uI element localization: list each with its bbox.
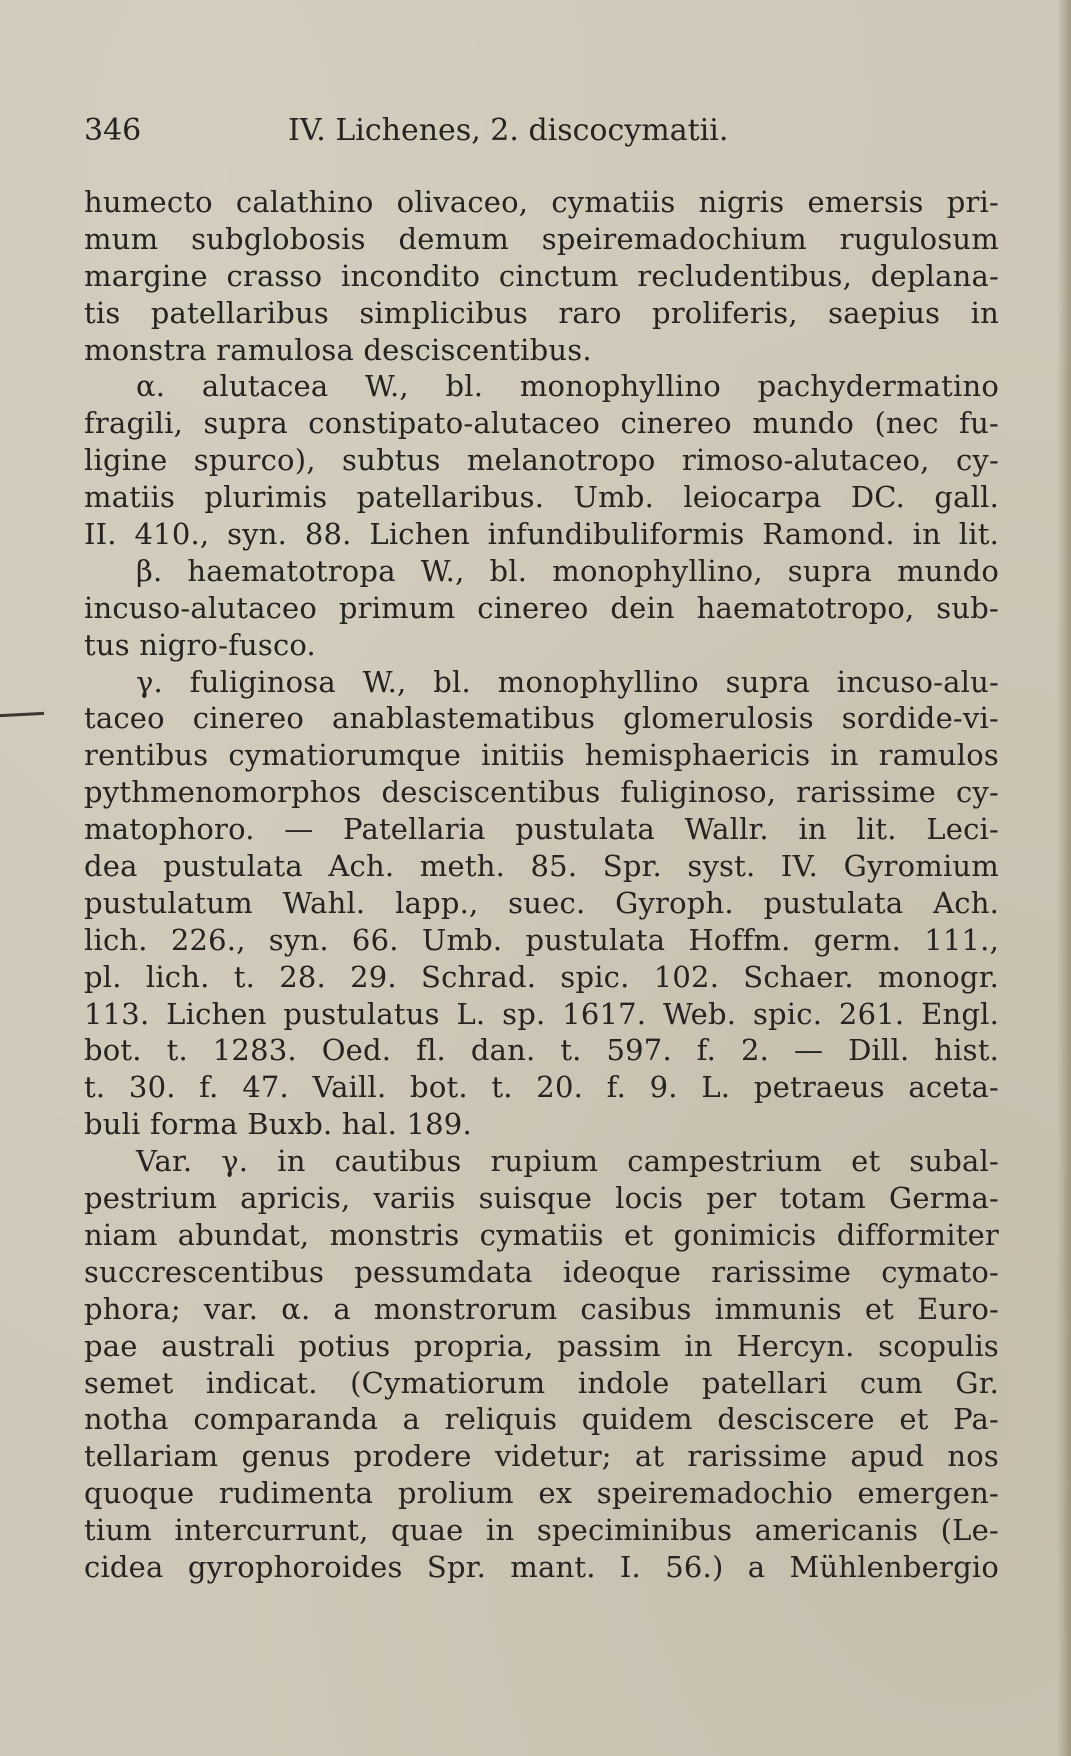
text-line: mum subglobosis demum speiremadochium rugulosum: [84, 221, 999, 256]
text-line: t. 30. f. 47. Vaill. bot. t. 20. f. 9. L. petraeus aceta-: [84, 1070, 999, 1105]
text-line: buli forma Buxb. hal. 189.: [84, 1107, 472, 1142]
book-page: [84, 108, 999, 1586]
text-line: notha comparanda a reliquis quidem desciscere et Pa-: [84, 1402, 999, 1437]
text-line: pl. lich. t. 28. 29. Schrad. spic. 102. Schaer. monogr.: [84, 959, 999, 994]
text-line: rentibus cymatiorumque initiis hemisphaericis in ramulos: [84, 738, 999, 773]
text-line: tis patellaribus simplicibus raro proliferis, saepius in: [84, 295, 999, 330]
paragraph-start-line: Var. γ. in cautibus rupium campestrium et subal-: [136, 1144, 999, 1179]
text-line: tium intercurrunt, quae in speciminibus americanis (Le-: [84, 1513, 999, 1548]
text-line: pythmenomorphos desciscentibus fuliginoso, rarissime cy-: [84, 775, 999, 810]
header-title: IV. Lichenes, 2. discocymatii.: [288, 113, 729, 148]
text-line: lich. 226., syn. 66. Umb. pustulata Hoffm. germ. 111.,: [84, 922, 999, 957]
text-line: niam abundat, monstris cymatiis et gonimicis difformiter: [84, 1217, 999, 1252]
text-line: margine crasso incondito cinctum recludentibus, deplana-: [84, 258, 999, 293]
variety-beta-line: β. haematotropa W., bl. monophyllino, supra mundo: [136, 553, 999, 588]
text-line: semet indicat. (Cymatiorum indole patellari cum Gr.: [84, 1365, 999, 1400]
page-edge-shadow: [1057, 0, 1071, 1756]
running-head: [84, 108, 999, 154]
text-line: matiis plurimis patellaribus. Umb. leiocarpa DC. gall.: [84, 480, 999, 515]
text-line: succrescentibus pessumdata ideoque rarissime cymato-: [84, 1254, 999, 1289]
text-line: tellariam genus prodere videtur; at rarissime apud nos: [84, 1439, 999, 1474]
text-line: dea pustulata Ach. meth. 85. Spr. syst. IV. Gyromium: [84, 849, 999, 884]
text-line: cidea gyrophoroides Spr. mant. I. 56.) a Mühlenbergio: [84, 1549, 999, 1584]
text-line: tus nigro-fusco.: [84, 627, 316, 662]
variety-alpha-line: α. alutacea W., bl. monophyllino pachydermatino: [136, 369, 999, 404]
text-line: taceo cinereo anablastematibus glomerulosis sordide-vi-: [84, 701, 999, 736]
text-line: pae australi potius propria, passim in Hercyn. scopulis: [84, 1328, 999, 1363]
text-line: pustulatum Wahl. lapp., suec. Gyroph. pustulata Ach.: [84, 885, 999, 920]
text-line: monstra ramulosa desciscentibus.: [84, 332, 592, 367]
text-line: ligine spurco), subtus melanotropo rimoso-alutaceo, cy-: [84, 443, 999, 478]
text-line: fragili, supra constipato-alutaceo cinereo mundo (nec fu-: [84, 406, 999, 441]
text-line: 113. Lichen pustulatus L. sp. 1617. Web. spic. 261. Engl.: [84, 996, 999, 1031]
text-line: matophoro. — Patellaria pustulata Wallr. in lit. Leci-: [84, 812, 999, 847]
text-line: bot. t. 1283. Oed. fl. dan. t. 597. f. 2. — Dill. hist.: [84, 1033, 999, 1068]
text-line: incuso-alutaceo primum cinereo dein haematotropo, sub-: [84, 590, 999, 625]
body-text: [84, 184, 999, 1586]
text-line: II. 410., syn. 88. Lichen infundibuliformis Ramond. in lit.: [84, 517, 999, 552]
page-number: 346: [84, 113, 142, 148]
text-line: phora; var. α. a monstrorum casibus immunis et Euro-: [84, 1291, 999, 1326]
text-line: pestrium apricis, variis suisque locis per totam Germa-: [84, 1181, 999, 1216]
text-line: quoque rudimenta prolium ex speiremadochio emergen-: [84, 1476, 999, 1511]
text-line: humecto calathino olivaceo, cymatiis nigris emersis pri-: [84, 185, 999, 219]
variety-gamma-line: γ. fuliginosa W., bl. monophyllino supra incuso-alu-: [136, 664, 999, 699]
margin-mark: [0, 712, 44, 717]
